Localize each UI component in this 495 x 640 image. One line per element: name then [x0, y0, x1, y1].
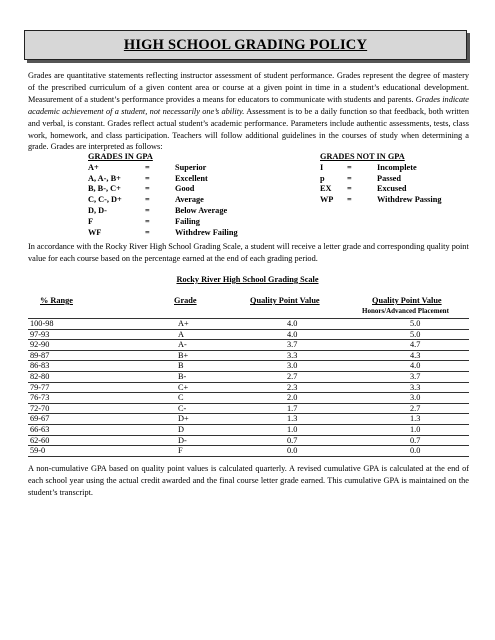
range-cell: 82-80 — [30, 371, 50, 381]
honors-qpv-cell: 3.3 — [410, 382, 421, 392]
non-gpa-grade-meaning: Passed — [377, 173, 401, 183]
table-row — [28, 382, 469, 393]
range-cell: 79-77 — [30, 382, 50, 392]
grading-scale-table — [28, 295, 469, 457]
non-gpa-grade-row — [320, 184, 441, 195]
qpv-cell: 3.3 — [287, 350, 298, 360]
non-gpa-grade-grade: I — [320, 162, 324, 172]
range-cell: 69-67 — [30, 414, 50, 424]
qpv-cell: 0.7 — [287, 435, 298, 445]
grade-cell: C+ — [178, 382, 189, 392]
grades-in-gpa-list — [88, 152, 238, 238]
gpa-grade-row — [88, 195, 238, 206]
table-row — [28, 329, 469, 340]
table-body — [28, 318, 469, 457]
grade-cell: B — [178, 361, 184, 371]
grade-cell: C- — [178, 403, 187, 413]
grade-cell: D- — [178, 435, 187, 445]
table-row — [28, 339, 469, 350]
closing-paragraph: A non-cumulative GPA based on quality point values is calculated quarterly. A revised cumulative GPA is calculated at the end of each school year using the actual credit awarded and the final course letter grade earned. This cumulative GPA is maintained on the student’s transcript. — [28, 464, 469, 497]
gpa-grade-equals: = — [145, 184, 150, 194]
qpv-cell: 1.7 — [287, 403, 298, 413]
grade-cell: A+ — [178, 319, 189, 328]
gpa-grade-equals: = — [145, 195, 150, 205]
honors-qpv-cell: 3.7 — [410, 371, 421, 381]
gpa-grade-row — [88, 174, 238, 185]
table-row — [28, 424, 469, 435]
gpa-grade-row — [88, 184, 238, 195]
grade-cell: A- — [178, 340, 187, 350]
grade-cell: C — [178, 393, 184, 403]
gpa-grade-equals: = — [145, 205, 150, 215]
non-gpa-grade-meaning: Withdrew Passing — [377, 195, 442, 205]
table-row — [28, 435, 469, 446]
honors-qpv-cell: 0.0 — [410, 446, 421, 456]
gpa-grade-meaning: Superior — [175, 162, 207, 172]
gpa-grade-grade: B, B-, C+ — [88, 184, 121, 194]
range-cell: 66-63 — [30, 424, 50, 434]
gpa-grade-row — [88, 217, 238, 228]
honors-qpv-cell: 4.7 — [410, 340, 421, 350]
honors-qpv-cell: 5.0 — [410, 329, 421, 339]
gpa-grade-grade: A+ — [88, 162, 99, 172]
non-gpa-grade-equals: = — [347, 173, 352, 183]
gpa-grade-meaning: Withdrew Failing — [175, 227, 238, 237]
table-row — [28, 445, 469, 457]
intro-text-2: Assessment is to be a daily function so that feedback, both written and verbal, is constant. Grades reflect actual student’s academic performance. Parameters include authentic assessments, tests, class work, homework, and class participation. Teachers will follow additional guidelines in the courses of study when determining a grade. Grades are interpreted as follows: — [28, 106, 470, 152]
gpa-grade-equals: = — [145, 227, 150, 237]
gpa-grade-meaning: Excellent — [175, 173, 208, 183]
table-row — [28, 360, 469, 371]
gpa-grade-row — [88, 163, 238, 174]
non-gpa-grade-grade: p — [320, 173, 325, 183]
non-gpa-grade-row — [320, 174, 441, 185]
honors-qpv-cell: 3.0 — [410, 393, 421, 403]
table-row — [28, 371, 469, 382]
gpa-grade-grade: C, C-, D+ — [88, 195, 122, 205]
range-cell: 62-60 — [30, 435, 50, 445]
gpa-grade-grade: F — [88, 216, 94, 226]
honors-qpv-cell: 2.7 — [410, 403, 421, 413]
range-cell: 59-0 — [30, 446, 46, 456]
header-grade: Grade — [174, 296, 197, 305]
table-row — [28, 413, 469, 424]
gpa-grade-row — [88, 206, 238, 217]
gpa-grade-equals: = — [145, 162, 150, 172]
table-row — [28, 403, 469, 414]
non-gpa-grade-row — [320, 163, 441, 174]
title-banner — [24, 30, 467, 60]
qpv-cell: 3.7 — [287, 340, 298, 350]
qpv-cell: 3.0 — [287, 361, 298, 371]
honors-qpv-cell: 4.0 — [410, 361, 421, 371]
gpa-grade-grade: D, D- — [88, 205, 107, 215]
range-cell: 89-87 — [30, 350, 50, 360]
gpa-grade-row — [88, 228, 238, 239]
qpv-cell: 2.0 — [287, 393, 298, 403]
qpv-cell: 2.7 — [287, 371, 298, 381]
gpa-grade-grade: WF — [88, 227, 102, 237]
gpa-grade-equals: = — [145, 216, 150, 226]
non-gpa-grade-equals: = — [347, 195, 352, 205]
grade-cell: B+ — [178, 350, 189, 360]
honors-qpv-cell: 4.3 — [410, 350, 421, 360]
intro-paragraph — [28, 70, 469, 153]
grade-cell: A — [178, 329, 184, 339]
non-gpa-grade-grade: WP — [320, 195, 334, 205]
qpv-cell: 4.0 — [287, 329, 298, 339]
range-cell: 86-83 — [30, 361, 50, 371]
honors-qpv-cell: 0.7 — [410, 435, 421, 445]
range-cell: 100-98 — [30, 319, 54, 328]
intro-text-1: Grades are quantitative statements reflecting instructor assessment of student performance. Grades represent the degree of mastery of the prescribed curriculum of a given content area or course at a given point in time in a student’s educational development. Measurement of a student’s performance provides a means for educators to communicate with students and parents. — [28, 71, 469, 104]
gpa-grade-grade: A, A-, B+ — [88, 173, 121, 183]
table-header — [28, 295, 469, 318]
gpa-grade-meaning: Below Average — [175, 205, 228, 215]
qpv-cell: 2.3 — [287, 382, 298, 392]
range-cell: 92-90 — [30, 340, 50, 350]
range-cell: 72-70 — [30, 403, 50, 413]
table-row — [28, 350, 469, 361]
honors-qpv-cell: 1.0 — [410, 424, 421, 434]
non-gpa-grade-equals: = — [347, 162, 352, 172]
header-honors-subtitle: Honors/Advanced Placement — [362, 307, 449, 315]
header-range: % Range — [40, 296, 73, 305]
non-gpa-grade-meaning: Excused — [377, 184, 407, 194]
gpa-grade-meaning: Good — [175, 184, 195, 194]
honors-qpv-cell: 5.0 — [410, 319, 421, 328]
gpa-grade-meaning: Average — [175, 195, 204, 205]
grade-cell: D — [178, 424, 184, 434]
scale-intro-paragraph: In accordance with the Rocky River High School Grading Scale, a student will receive a letter grade and corresponding quality point value for each course based on the percentage earned at the end of each grading period. — [28, 242, 469, 263]
table-row — [28, 392, 469, 403]
intro-italic-text: Grades indicate academic achievement of a student, not necessarily one’s ability. — [28, 94, 469, 116]
qpv-cell: 1.0 — [287, 424, 298, 434]
non-gpa-grade-grade: EX — [320, 184, 332, 194]
qpv-cell: 1.3 — [287, 414, 298, 424]
grades-not-in-gpa-list — [320, 152, 441, 206]
gpa-grade-meaning: Failing — [175, 216, 200, 226]
honors-qpv-cell: 1.3 — [410, 414, 421, 424]
range-cell: 97-93 — [30, 329, 50, 339]
gpa-grade-equals: = — [145, 173, 150, 183]
non-gpa-grade-meaning: Incomplete — [377, 162, 417, 172]
scale-title: Rocky River High School Grading Scale — [176, 275, 319, 284]
header-qpv: Quality Point Value — [250, 296, 320, 305]
grade-cell: F — [178, 446, 183, 456]
non-gpa-grade-equals: = — [347, 184, 352, 194]
grade-cell: B- — [178, 371, 187, 381]
table-row — [28, 318, 469, 329]
range-cell: 76-73 — [30, 393, 50, 403]
grades-not-in-gpa-heading: GRADES NOT IN GPA — [320, 152, 405, 161]
qpv-cell: 4.0 — [287, 319, 298, 328]
page-title: HIGH SCHOOL GRADING POLICY — [123, 36, 368, 53]
grades-in-gpa-heading: GRADES IN GPA — [88, 152, 153, 161]
grade-cell: D+ — [178, 414, 189, 424]
non-gpa-grade-row — [320, 195, 441, 206]
qpv-cell: 0.0 — [287, 446, 298, 456]
header-qpv-honors: Quality Point Value — [372, 296, 442, 305]
